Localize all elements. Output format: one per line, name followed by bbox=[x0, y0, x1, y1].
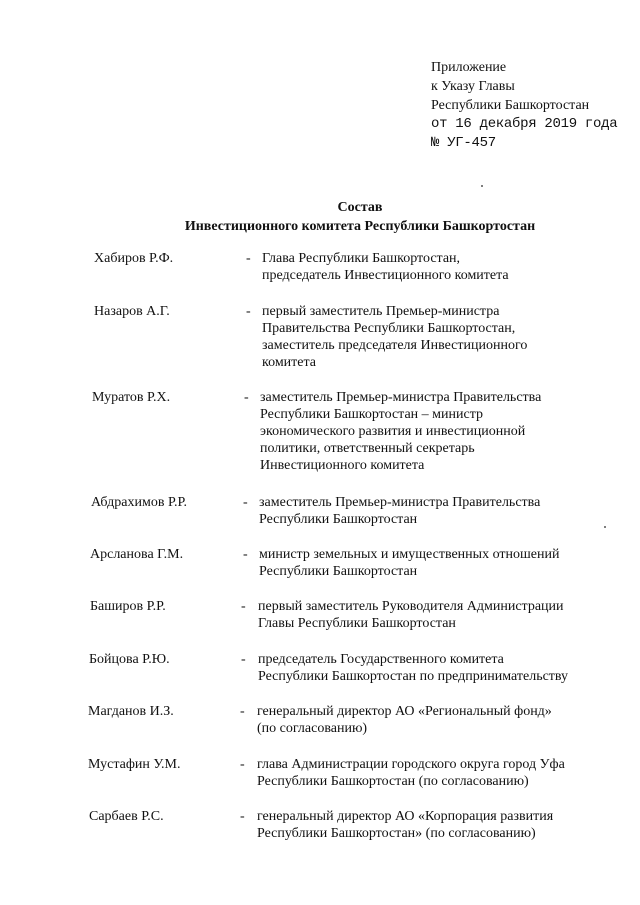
member-name: Мустафин У.М. bbox=[88, 757, 181, 772]
member-position bbox=[260, 389, 620, 474]
position-line: генеральный директор АО «Региональный фонд» bbox=[257, 704, 552, 719]
position-line: (по согласованию) bbox=[257, 721, 368, 736]
appendix-block bbox=[431, 58, 631, 153]
member-name: Хабиров Р.Ф. bbox=[94, 251, 174, 266]
position-line: Глава Республики Башкортостан, bbox=[262, 251, 461, 266]
member-position bbox=[262, 303, 622, 371]
position-line: Инвестиционного комитета bbox=[260, 458, 425, 473]
member-dash: - bbox=[241, 652, 246, 667]
member-position bbox=[258, 651, 618, 685]
member-name: Муратов Р.Х. bbox=[92, 390, 171, 405]
position-line: Республики Башкортостан» (по согласованию) bbox=[257, 826, 536, 841]
position-line: заместитель Премьер-министра Правительства bbox=[259, 495, 541, 510]
member-name: Баширов Р.Р. bbox=[90, 599, 166, 614]
member-name: Арсланова Г.М. bbox=[90, 547, 184, 562]
position-line: первый заместитель Руководителя Администрации bbox=[258, 599, 564, 614]
position-line: Республики Башкортостан – министр bbox=[260, 407, 484, 422]
position-line: глава Администрации городского округа город Уфа bbox=[257, 757, 565, 772]
position-line: первый заместитель Премьер-министра bbox=[262, 304, 500, 319]
member-dash: - bbox=[246, 304, 251, 319]
appendix-line-3: Республики Башкортостан bbox=[431, 98, 590, 113]
member-name: Сарбаев Р.С. bbox=[89, 809, 164, 824]
position-line: заместитель Премьер-министра Правительства bbox=[260, 390, 542, 405]
member-dash: - bbox=[243, 495, 248, 510]
position-line: политики, ответственный секретарь bbox=[260, 441, 475, 456]
member-dash: - bbox=[243, 547, 248, 562]
title-line-2: Инвестиционного комитета Республики Башкортостан bbox=[184, 219, 536, 234]
appendix-line-1: Приложение bbox=[431, 60, 507, 75]
member-position bbox=[257, 756, 617, 790]
member-dash: - bbox=[246, 251, 251, 266]
document-title bbox=[0, 198, 640, 236]
member-name: Магданов И.З. bbox=[88, 704, 174, 719]
member-dash: - bbox=[240, 704, 245, 719]
member-position bbox=[257, 808, 617, 842]
position-line: экономического развития и инвестиционной bbox=[260, 424, 526, 439]
member-position bbox=[259, 494, 619, 528]
scan-speck bbox=[604, 526, 606, 528]
member-dash: - bbox=[244, 390, 249, 405]
member-position bbox=[258, 598, 618, 632]
member-dash: - bbox=[240, 809, 245, 824]
position-line: комитета bbox=[262, 355, 317, 370]
position-line: Главы Республики Башкортостан bbox=[258, 616, 456, 631]
position-line: Республики Башкортостан по предпринимательству bbox=[258, 669, 569, 684]
position-line: Республики Башкортостан (по согласованию) bbox=[257, 774, 529, 789]
member-dash: - bbox=[240, 757, 245, 772]
member-position bbox=[257, 703, 617, 737]
title-line-1: Состав bbox=[337, 200, 383, 215]
position-line: генеральный директор АО «Корпорация развития bbox=[257, 809, 554, 824]
position-line: Республики Башкортостан bbox=[259, 512, 418, 527]
position-line: министр земельных и имущественных отношений bbox=[259, 547, 560, 562]
member-name: Бойцова Р.Ю. bbox=[89, 652, 170, 667]
scan-speck bbox=[481, 185, 483, 187]
position-line: председатель Государственного комитета bbox=[258, 652, 504, 667]
position-line: Правительства Республики Башкортостан, bbox=[262, 321, 516, 336]
member-position bbox=[262, 250, 622, 284]
appendix-date: от 16 декабря 2019 года bbox=[431, 116, 618, 132]
position-line: Республики Башкортостан bbox=[259, 564, 418, 579]
position-line: заместитель председателя Инвестиционного bbox=[262, 338, 528, 353]
member-name: Назаров А.Г. bbox=[94, 304, 170, 319]
appendix-line-2: к Указу Главы bbox=[431, 79, 515, 94]
position-line: председатель Инвестиционного комитета bbox=[262, 268, 509, 283]
member-name: Абдрахимов Р.Р. bbox=[91, 495, 188, 510]
member-dash: - bbox=[241, 599, 246, 614]
appendix-number: № УГ-457 bbox=[431, 135, 496, 151]
member-position bbox=[259, 546, 619, 580]
